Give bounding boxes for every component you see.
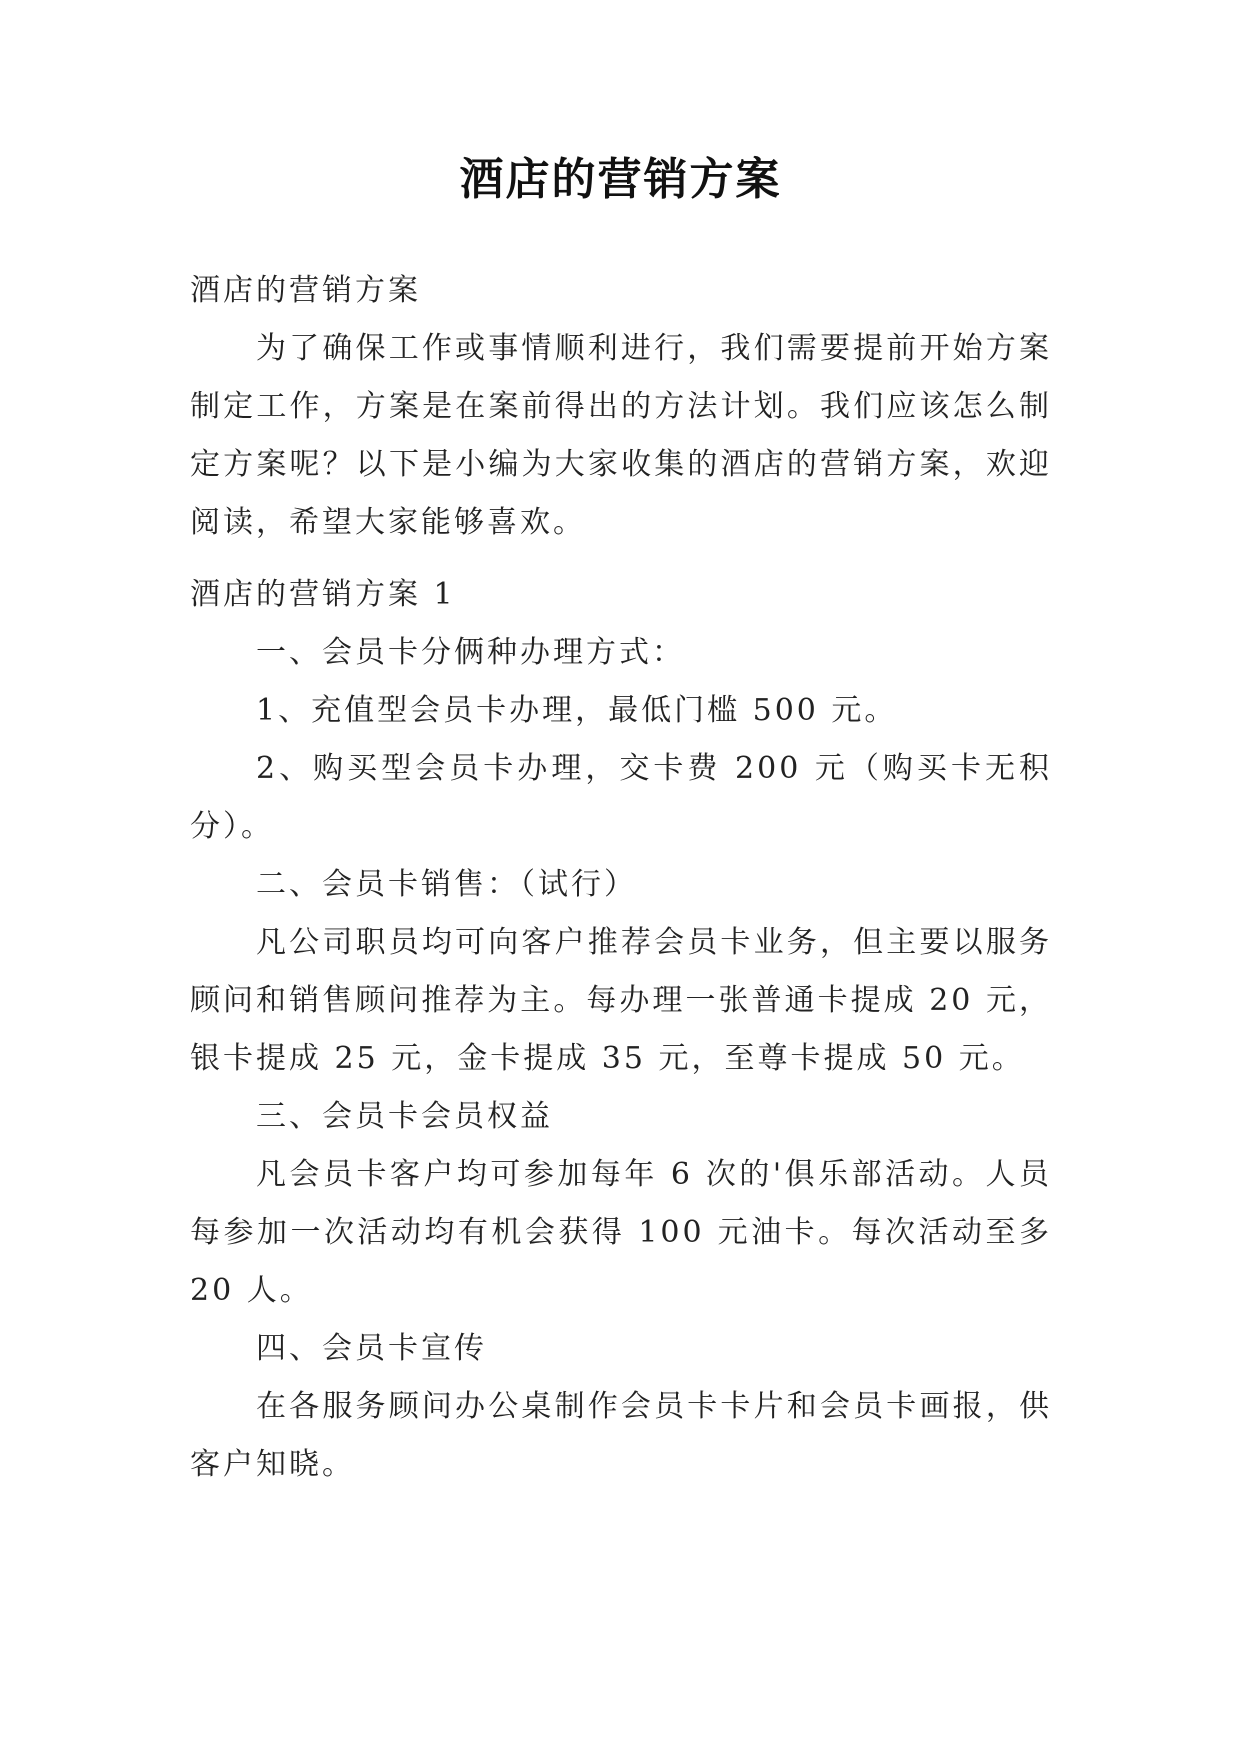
section-1-item: 2、购买型会员卡办理，交卡费 200 元（购买卡无积分）。 xyxy=(190,751,1052,844)
section-1-item: 在各服务顾问办公桌制作会员卡卡片和会员卡画报，供客户知晓。 xyxy=(190,1389,1052,1482)
intro-paragraph: 为了确保工作或事情顺利进行，我们需要提前开始方案制定工作，方案是在案前得出的方法计划。我们应该怎么制定方案呢？以下是小编为大家收集的酒店的营销方案，欢迎阅读，希望大家能够喜欢。 xyxy=(190,331,1052,540)
section-1-item: 四、会员卡宣传 xyxy=(256,1331,487,1366)
intro-section xyxy=(190,262,1052,552)
section-1-heading: 酒店的营销方案 1 xyxy=(190,577,456,612)
section-1-item: 三、会员卡会员权益 xyxy=(256,1099,553,1134)
section-1-item: 二、会员卡销售：（试行） xyxy=(256,867,637,902)
section-1-item: 凡会员卡客户均可参加每年 6 次的'俱乐部活动。人员每参加一次活动均有机会获得 100 元油卡。每次活动至多 20 人。 xyxy=(190,1157,1052,1308)
section-1-item: 凡公司职员均可向客户推荐会员卡业务，但主要以服务顾问和销售顾问推荐为主。每办理一张普通卡提成 20 元，银卡提成 25 元，金卡提成 35 元，至尊卡提成 50 元。 xyxy=(190,925,1052,1076)
section-1-item: 一、会员卡分俩种办理方式： xyxy=(256,635,685,670)
document-title: 酒店的营销方案 xyxy=(459,154,782,205)
section-1-item: 1、充值型会员卡办理，最低门槛 500 元。 xyxy=(256,693,898,728)
intro-heading: 酒店的营销方案 xyxy=(190,273,421,308)
section-1 xyxy=(190,566,1052,1494)
